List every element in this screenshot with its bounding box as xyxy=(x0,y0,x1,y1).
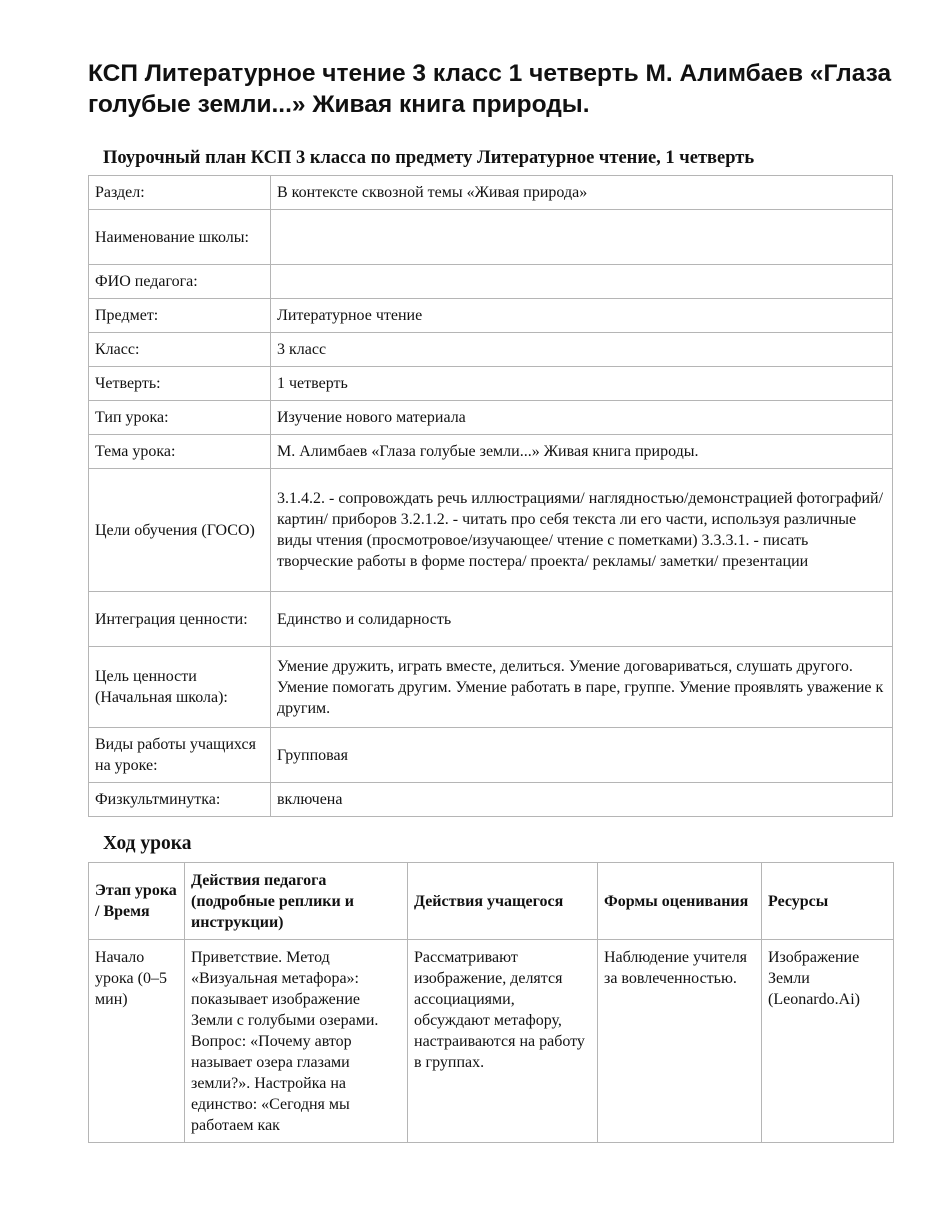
table-row xyxy=(89,265,893,299)
table-row xyxy=(89,592,893,647)
row-value-teacher-name xyxy=(271,265,893,299)
row-label-teacher-name: ФИО педагога: xyxy=(89,265,271,299)
row-label-value-goal: Цель ценности (Начальная школа): xyxy=(89,647,271,728)
row-value-learning-goals: 3.1.4.2. - сопровождать речь иллюстрациями/ наглядностью/демонстрацией фотографий/ картин/ приборов 3.2.1.2. - читать про себя текста ли его части, используя различные виды чтения (просмотровое/изучающее/ чтение с пометками) 3.3.3.1. - писать творческие работы в форме постера/ проекта/ рекламы/ заметки/ презентации xyxy=(271,469,893,592)
table-row xyxy=(89,783,893,817)
header-resources: Ресурсы xyxy=(762,863,894,940)
cell-assessment: Наблюдение учителя за вовлеченностью. xyxy=(598,940,762,1143)
row-value-value-integration: Единство и солидарность xyxy=(271,592,893,647)
header-assessment: Формы оценивания xyxy=(598,863,762,940)
header-student-actions: Действия учащегося xyxy=(408,863,598,940)
table-row xyxy=(89,435,893,469)
row-label-lesson-topic: Тема урока: xyxy=(89,435,271,469)
row-label-value-integration: Интеграция ценности: xyxy=(89,592,271,647)
header-stage: Этап урока / Время xyxy=(89,863,185,940)
row-label-grade: Класс: xyxy=(89,333,271,367)
cell-resources: Изображение Земли (Leonardo.Ai) xyxy=(762,940,894,1143)
row-value-grade: 3 класс xyxy=(271,333,893,367)
lesson-progress-table xyxy=(88,862,894,1143)
document-title: КСП Литературное чтение 3 класс 1 четверть М. Алимбаев «Глаза голубые земли...» Живая книга природы. xyxy=(88,60,892,118)
row-value-subject: Литературное чтение xyxy=(271,299,893,333)
cell-stage: Начало урока (0–5 мин) xyxy=(89,940,185,1143)
table-row xyxy=(89,647,893,728)
table-row xyxy=(89,176,893,210)
lesson-progress-title: Ход урока xyxy=(103,833,192,854)
table-row xyxy=(89,469,893,592)
row-label-subject: Предмет: xyxy=(89,299,271,333)
row-value-lesson-type: Изучение нового материала xyxy=(271,401,893,435)
row-label-section: Раздел: xyxy=(89,176,271,210)
row-label-lesson-type: Тип урока: xyxy=(89,401,271,435)
row-label-quarter: Четверть: xyxy=(89,367,271,401)
table-header-row xyxy=(89,863,894,940)
row-value-lesson-topic: М. Алимбаев «Глаза голубые земли...» Живая книга природы. xyxy=(271,435,893,469)
header-teacher-actions: Действия педагога (подробные реплики и инструкции) xyxy=(185,863,408,940)
row-value-physical-break: включена xyxy=(271,783,893,817)
table-row xyxy=(89,299,893,333)
table-row xyxy=(89,940,894,1143)
row-value-section: В контексте сквозной темы «Живая природа» xyxy=(271,176,893,210)
cell-student-actions: Рассматривают изображение, делятся ассоциациями, обсуждают метафору, настраиваются на работу в группах. xyxy=(408,940,598,1143)
row-label-physical-break: Физкультминутка: xyxy=(89,783,271,817)
table-row xyxy=(89,728,893,783)
row-label-school: Наименование школы: xyxy=(89,210,271,265)
row-value-quarter: 1 четверть xyxy=(271,367,893,401)
row-label-learning-goals: Цели обучения (ГОСО) xyxy=(89,469,271,592)
table-row xyxy=(89,401,893,435)
row-label-work-types: Виды работы учащихся на уроке: xyxy=(89,728,271,783)
table-row xyxy=(89,333,893,367)
plan-subtitle: Поурочный план КСП 3 класса по предмету Литературное чтение, 1 четверть xyxy=(103,148,755,168)
cell-teacher-actions: Приветствие. Метод «Визуальная метафора»: показывает изображение Земли с голубыми озерами. Вопрос: «Почему автор называет озера глазами земли?». Настройка на единство: «Сегодня мы работаем как xyxy=(185,940,408,1143)
row-value-value-goal: Умение дружить, играть вместе, делиться. Умение договариваться, слушать другого. Умение помогать другим. Умение работать в паре, группе. Умение проявлять уважение к другим. xyxy=(271,647,893,728)
document-page xyxy=(88,58,893,1143)
row-value-work-types: Групповая xyxy=(271,728,893,783)
lesson-info-table xyxy=(88,175,893,817)
table-row xyxy=(89,367,893,401)
table-row xyxy=(89,210,893,265)
row-value-school xyxy=(271,210,893,265)
